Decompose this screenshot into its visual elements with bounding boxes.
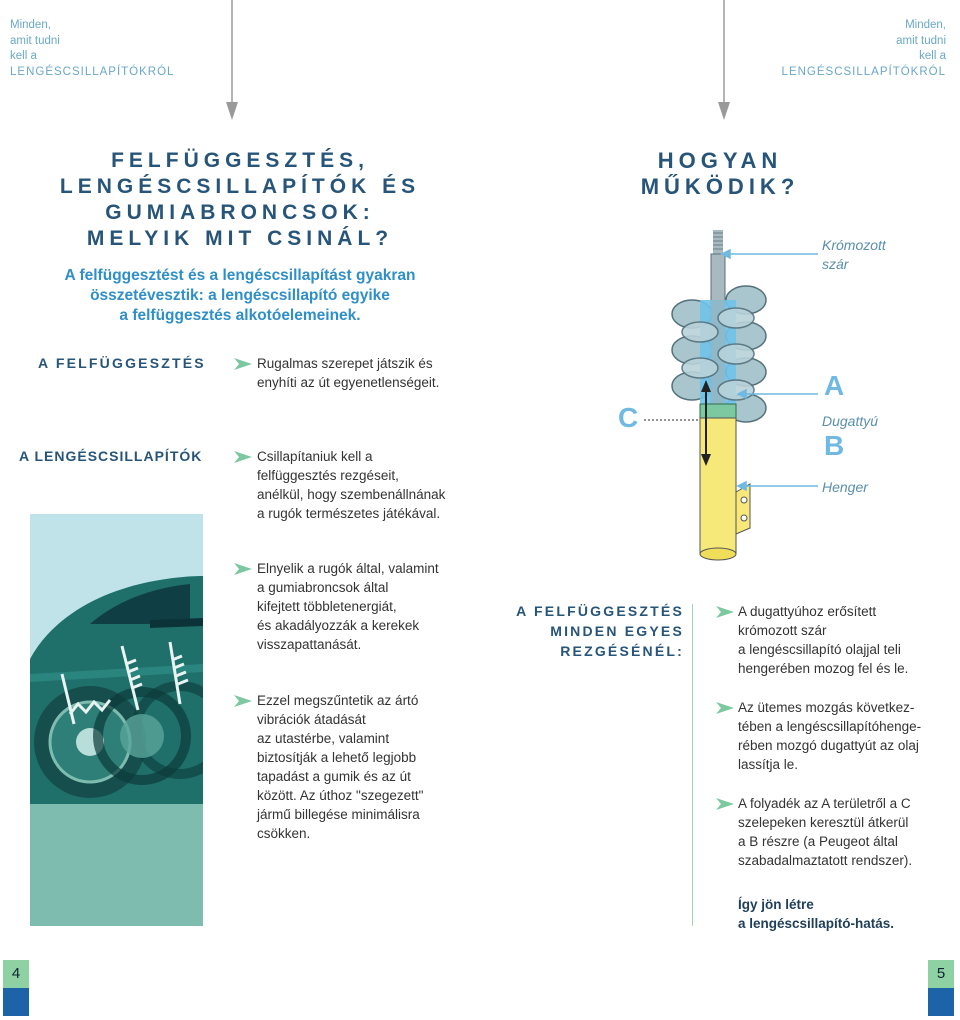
text-line: jármű billegése minimálisra <box>257 807 420 822</box>
running-head-line: amit tudni <box>896 34 946 47</box>
running-head-line: LENGÉSCSILLAPÍTÓKRÓL <box>10 65 175 78</box>
text-line: Elnyelik a rugók által, valamint <box>257 561 439 576</box>
text-line: hengerében mozog fel és le. <box>738 661 909 676</box>
page-number-right <box>928 960 954 1016</box>
vertical-divider <box>692 604 693 926</box>
running-head-line: amit tudni <box>10 34 60 47</box>
running-head-right <box>726 18 946 80</box>
text-line: a gumiabroncsok által <box>257 580 389 595</box>
title-line: MELYIK MIT CSINÁL? <box>86 227 394 250</box>
green-arrow-icon <box>716 606 734 618</box>
green-arrow-icon <box>716 798 734 810</box>
text-line: kifejtett többletenergiát, <box>257 599 397 614</box>
running-head-line: kell a <box>10 50 37 62</box>
suspension-label: A FELFÜGGESZTÉS <box>38 355 206 371</box>
label-line: Krómozott <box>822 237 886 253</box>
point-piston <box>738 698 953 774</box>
shock-absorber-diagram <box>600 222 860 568</box>
subtitle-line: A felfüggesztést és a lengéscsillapítást gyakran <box>64 267 416 284</box>
text-line: visszapattanását. <box>257 637 362 652</box>
damper-text <box>257 447 477 523</box>
text-line: Így jön létre <box>738 897 814 912</box>
text-line: anélkül, hogy szembenállnának <box>257 487 446 502</box>
label-line: A FELFÜGGESZTÉS <box>516 603 684 619</box>
green-arrow-icon <box>234 695 252 707</box>
page-number-bar <box>928 988 954 1016</box>
text-line: a B részre (a Peugeot által <box>738 834 898 849</box>
running-head-left <box>10 18 210 80</box>
car-illustration <box>30 514 203 926</box>
text-line: enyhíti az út egyenetlenségeit. <box>257 375 440 390</box>
text-line: a lengéscsillapító olajjal teli <box>738 642 901 657</box>
text-line: krómozott szár <box>738 623 827 638</box>
text-line: rében mozgó dugattyút az olaj <box>738 738 919 753</box>
running-head-line: kell a <box>919 50 946 62</box>
chamber-b-letter: B <box>824 430 845 461</box>
text-line: a lengéscsillapító-hatás. <box>738 916 895 931</box>
cylinder-label: Henger <box>822 479 868 495</box>
text-line: között. Az úthoz "szegezett" <box>257 788 424 803</box>
running-head-line: Minden, <box>905 19 946 31</box>
text-line: tében a lengéscsillapítóhenge- <box>738 719 922 734</box>
valve-c-letter: C <box>618 402 639 433</box>
piston-label: Dugattyú <box>822 413 879 429</box>
text-line: szelepeken keresztül átkerül <box>738 815 909 830</box>
text-line: tapadást a gumik és az út <box>257 769 411 784</box>
page-number-left <box>3 960 29 1016</box>
text-line: Az ütemes mozgás következ- <box>738 700 915 715</box>
suspension-text <box>257 354 477 392</box>
text-line: Ezzel megszűntetik az ártó <box>257 693 419 708</box>
text-line: lassítja le. <box>738 757 799 772</box>
text-line: az utastérbe, valamint <box>257 731 390 746</box>
rod-label <box>822 236 886 274</box>
damper-label: A LENGÉSCSILLAPÍTÓK <box>19 448 203 464</box>
title-line: GUMIABRONCSOK: <box>105 201 375 224</box>
left-page-subtitle <box>20 266 460 326</box>
page-number-label: 4 <box>3 960 29 988</box>
text-line: A dugattyúhoz erősített <box>738 604 877 619</box>
green-arrow-icon <box>234 563 252 575</box>
title-line: FELFÜGGESZTÉS, <box>111 149 369 172</box>
point-fluid <box>738 794 953 870</box>
text-line: vibrációk átadását <box>257 712 366 727</box>
page-number-bar <box>3 988 29 1016</box>
subtitle-line: összetévesztik: a lengéscsillapító egyike <box>90 287 390 304</box>
green-arrow-icon <box>234 358 252 370</box>
text-line: szabadalmaztatott rendszer). <box>738 853 913 868</box>
label-line: MINDEN EGYES <box>550 623 684 639</box>
text-line: biztosítják a lehető legjobb <box>257 750 417 765</box>
title-line: MŰKÖDIK? <box>640 174 800 199</box>
paragraph-absorb <box>257 559 487 654</box>
title-line: HOGYAN <box>657 148 783 173</box>
green-arrow-icon <box>234 451 252 463</box>
text-line: Rugalmas szerepet játszik és <box>257 356 433 371</box>
text-line: Csillapítaniuk kell a <box>257 449 373 464</box>
running-head-line: LENGÉSCSILLAPÍTÓKRÓL <box>781 65 946 78</box>
point-rod <box>738 602 953 678</box>
title-line: LENGÉSCSILLAPÍTÓK ÉS <box>59 175 421 198</box>
down-arrow-icon <box>224 0 240 122</box>
label-line: REZGÉSÉNÉL: <box>560 643 684 659</box>
chamber-a-letter: A <box>824 370 845 401</box>
paragraph-vibration <box>257 691 487 843</box>
text-line: csökken. <box>257 826 311 841</box>
text-line: felfüggesztés rezgéseit, <box>257 468 399 483</box>
subtitle-line: a felfüggesztés alkotóelemeinek. <box>119 307 361 324</box>
text-line: a rugók természetes játékával. <box>257 506 441 521</box>
text-line: A folyadék az A területről a C <box>738 796 911 811</box>
text-line: és akadályozzák a kerekek <box>257 618 420 633</box>
right-page-title <box>620 148 820 200</box>
running-head-line: Minden, <box>10 19 51 31</box>
left-page-title <box>20 148 460 252</box>
conclusion <box>738 895 953 933</box>
green-arrow-icon <box>716 702 734 714</box>
page-number-label: 5 <box>928 960 954 988</box>
every-oscillation-label <box>504 601 684 661</box>
label-line: szár <box>822 256 849 272</box>
down-arrow-icon <box>716 0 732 122</box>
